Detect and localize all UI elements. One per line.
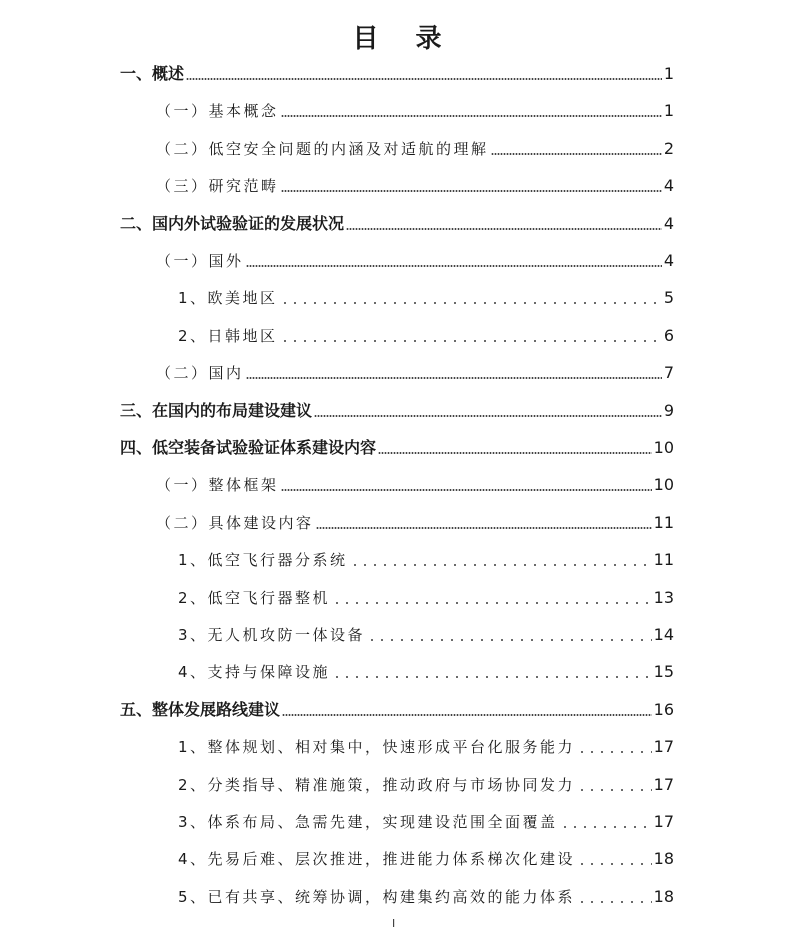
toc-entry-label: 1、欧美地区	[178, 289, 278, 308]
toc-dot-leader	[281, 115, 662, 117]
toc-entry[interactable]	[178, 847, 674, 871]
toc-entry-label: 二、国内外试验验证的发展状况	[120, 213, 345, 233]
toc-entry[interactable]	[178, 623, 674, 647]
toc-entry-label: （一）国外	[156, 252, 244, 270]
toc-dot-leader	[577, 789, 652, 791]
toc-entry[interactable]	[178, 773, 674, 797]
toc-dot-leader	[186, 78, 662, 80]
toc-entry-label: 五、整体发展路线建议	[120, 699, 281, 719]
toc-entry[interactable]	[120, 698, 674, 722]
toc-entry-page-number: 17	[653, 812, 674, 831]
toc-dot-leader	[332, 676, 652, 678]
toc-dot-leader	[316, 527, 652, 529]
toc-entry[interactable]	[178, 286, 674, 310]
toc-dot-leader	[281, 489, 652, 491]
toc-dot-leader	[282, 714, 652, 716]
toc-dot-leader	[280, 340, 662, 342]
toc-entry-page-number: 4	[663, 213, 674, 233]
toc-entry[interactable]	[156, 137, 674, 161]
toc-dot-leader	[346, 228, 662, 230]
toc-entry-page-number: 18	[653, 849, 674, 869]
toc-entry-label: （二）国内	[156, 364, 244, 383]
toc-dot-leader	[332, 602, 652, 604]
toc-entry[interactable]	[178, 885, 674, 909]
toc-dot-leader	[491, 153, 662, 155]
toc-dot-leader	[577, 751, 652, 753]
toc-dot-leader	[246, 377, 662, 379]
toc-entry-page-number: 11	[653, 512, 674, 532]
toc-dot-leader	[281, 190, 662, 192]
toc-entry[interactable]	[178, 548, 674, 572]
toc-dot-leader	[577, 901, 652, 903]
toc-entry-page-number: 9	[663, 400, 674, 420]
toc-entry[interactable]	[178, 810, 674, 834]
toc-entry[interactable]	[156, 361, 674, 385]
toc-entry-label: 2、低空飞行器整机	[178, 588, 331, 607]
toc-entry-label: 2、分类指导、精准施策，推动政府与市场协同发力	[178, 775, 576, 794]
toc-entry[interactable]	[156, 249, 674, 273]
toc-entry-label: 四、低空装备试验验证体系建设内容	[120, 438, 377, 457]
toc-entry-page-number: 1	[663, 101, 674, 121]
toc-entry-page-number: 1	[663, 64, 674, 83]
toc-entry[interactable]	[178, 586, 674, 610]
page-number-footer: I	[392, 917, 396, 930]
toc-entry-page-number: 6	[663, 325, 674, 345]
toc-entry-page-number: 10	[653, 475, 674, 495]
toc-entry-page-number: 4	[663, 176, 674, 196]
toc-entry-page-number: 13	[653, 587, 674, 607]
toc-entry-label: 1、整体规划、相对集中，快速形成平台化服务能力	[178, 738, 576, 757]
toc-dot-leader	[577, 863, 652, 865]
toc-entry[interactable]	[178, 324, 674, 348]
toc-dot-leader	[350, 564, 652, 566]
toc-dot-leader	[367, 639, 652, 641]
toc-entry-label: 3、无人机攻防一体设备	[178, 626, 366, 644]
toc-dot-leader	[314, 415, 662, 417]
toc-entry-page-number: 5	[663, 288, 674, 308]
toc-entry[interactable]	[156, 99, 674, 123]
toc-entry-page-number: 16	[653, 699, 674, 719]
toc-entry-label: （一）基本概念	[156, 102, 279, 121]
toc-entry[interactable]	[156, 174, 674, 198]
toc-entry[interactable]	[120, 62, 674, 86]
toc-dot-leader	[378, 452, 652, 454]
toc-entry-label: （一）整体框架	[156, 476, 279, 495]
toc-entry-label: （二）低空安全问题的内涵及对适航的理解	[156, 139, 489, 158]
toc-entry-label: 4、支持与保障设施	[178, 663, 331, 682]
toc-entry-page-number: 14	[653, 625, 674, 644]
toc-entry-page-number: 2	[663, 138, 674, 158]
toc-entry-page-number: 7	[663, 363, 674, 383]
page-title: 目 录	[352, 24, 456, 54]
toc-entry-page-number: 17	[653, 774, 674, 794]
toc-entry-label: 5、已有共享、统筹协调，构建集约高效的能力体系	[178, 887, 576, 906]
toc-entry-label: 三、在国内的布局建设建议	[120, 400, 313, 420]
toc-entry[interactable]	[178, 735, 674, 759]
toc-entry-label: 一、概述	[120, 64, 185, 83]
toc-entry-page-number: 4	[663, 251, 674, 270]
toc-entry-page-number: 18	[653, 886, 674, 906]
toc-dot-leader	[560, 826, 652, 828]
toc-entry-label: （二）具体建设内容	[156, 513, 314, 532]
toc-entry-page-number: 15	[653, 662, 674, 682]
toc-entry[interactable]	[156, 473, 674, 497]
toc-entry[interactable]	[120, 399, 674, 423]
toc-entry[interactable]	[120, 212, 674, 236]
toc-dot-leader	[280, 302, 662, 304]
toc-entry-page-number: 11	[653, 550, 674, 570]
toc-entry-label: 1、低空飞行器分系统	[178, 551, 348, 570]
toc-entry[interactable]	[156, 511, 674, 535]
toc-dot-leader	[246, 265, 662, 267]
toc-entry-label: 4、先易后难、层次推进，推进能力体系梯次化建设	[178, 850, 576, 869]
toc-entry[interactable]	[178, 660, 674, 684]
toc-entry-page-number: 17	[653, 737, 674, 757]
toc-entry-label: 2、日韩地区	[178, 326, 278, 345]
toc-entry-label: 3、体系布局、急需先建，实现建设范围全面覆盖	[178, 813, 558, 831]
toc-entry-page-number: 10	[653, 438, 674, 457]
toc-entry[interactable]	[120, 436, 674, 460]
toc-entry-label: （三）研究范畴	[156, 177, 279, 196]
